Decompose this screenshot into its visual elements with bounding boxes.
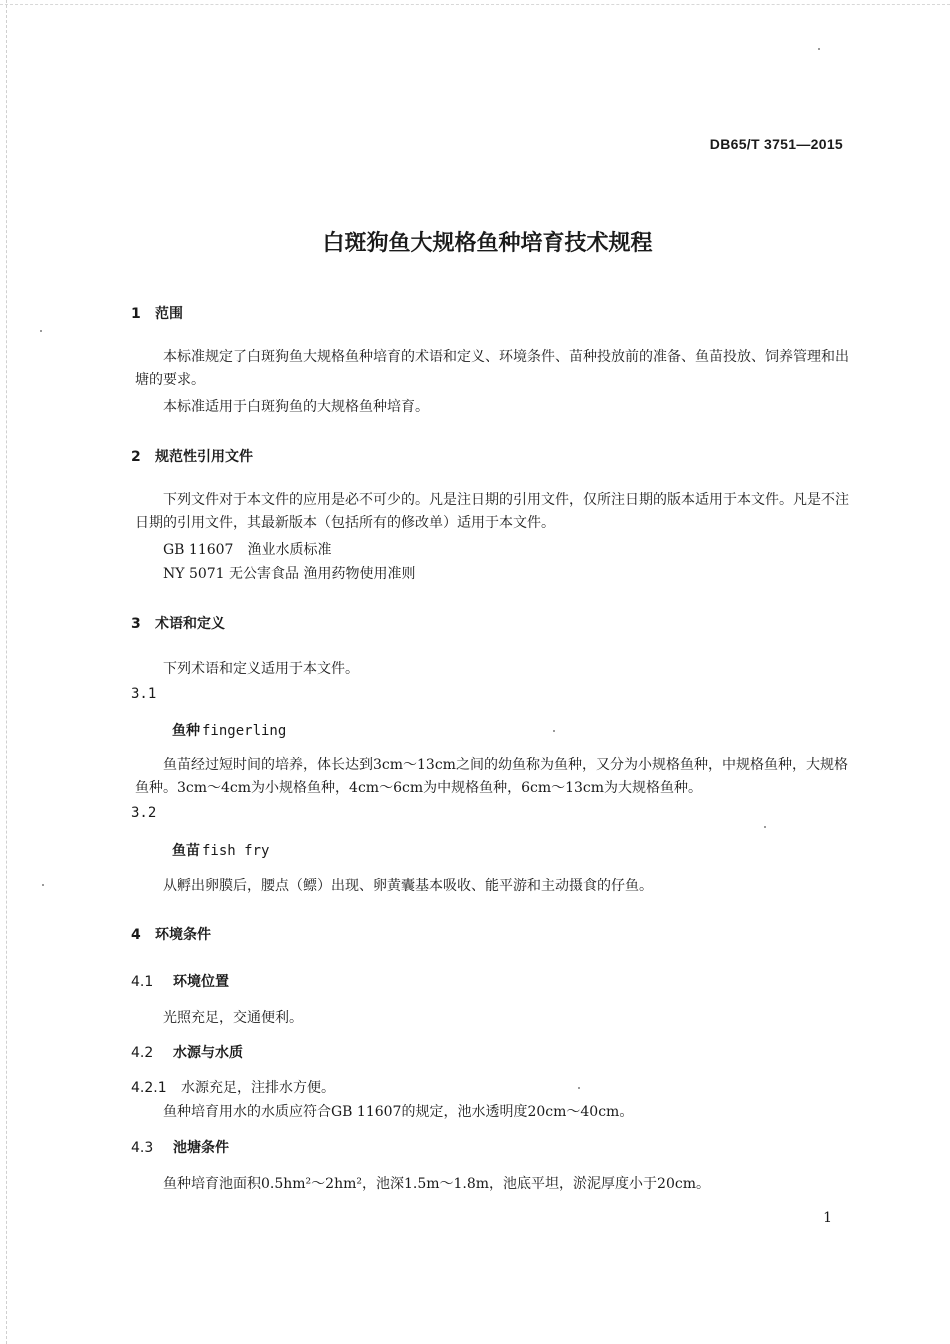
term-chinese: 鱼苗	[172, 843, 200, 859]
subsection-title: 池塘条件	[173, 1140, 229, 1156]
section-title: 范围	[155, 306, 183, 322]
paragraph: 光照充足，交通便利。	[163, 1010, 303, 1026]
subsection-title: 环境位置	[173, 974, 229, 990]
section-heading	[131, 613, 225, 633]
term-entry	[172, 720, 286, 740]
paragraph: 鱼种培育池面积0.5hm²～2hm²，池深1.5m～1.8m，池底平坦，淤泥厚度小于20cm。	[163, 1176, 710, 1192]
section-number: 1	[131, 306, 141, 322]
term-english: fingerling	[202, 723, 287, 739]
term-english: fish fry	[202, 843, 270, 859]
term-definition: 从孵出卵膜后，腰点（鳔）出现、卵黄囊基本吸收、能平游和主动摄食的仔鱼。	[163, 878, 653, 894]
subsection-heading	[131, 1042, 243, 1062]
subsection-title: 水源与水质	[173, 1045, 243, 1061]
scan-edge	[6, 0, 8, 1344]
subsection-heading	[131, 1137, 229, 1157]
section-heading	[131, 303, 183, 323]
subsection-heading	[131, 971, 229, 991]
scan-speck	[818, 48, 820, 50]
scan-edge	[0, 4, 950, 6]
standard-number: DB65/T 3751—2015	[709, 136, 843, 152]
paragraph: 下列术语和定义适用于本文件。	[163, 661, 359, 677]
scan-speck	[553, 730, 555, 732]
scan-speck	[40, 330, 42, 332]
scan-speck	[42, 884, 44, 886]
section-title: 规范性引用文件	[155, 449, 253, 465]
paragraph: 本标准适用于白斑狗鱼的大规格鱼种培育。	[163, 399, 429, 415]
clause-text: 水源充足，注排水方便。	[181, 1080, 335, 1096]
reference-item: NY 5071 无公害食品 渔用药物使用准则	[163, 566, 416, 582]
term-definition: 鱼苗经过短时间的培养，体长达到3cm～13cm之间的幼鱼称为鱼种，又分为小规格鱼种，中规格鱼种，大规格鱼种。3cm～4cm为小规格鱼种，4cm～6cm为中规格鱼种，6cm～13cm为大规格鱼种。	[135, 757, 848, 796]
section-heading	[131, 446, 253, 466]
paragraph: 本标准规定了白斑狗鱼大规格鱼种培育的术语和定义、环境条件、苗种投放前的准备、鱼苗投放、饲养管理和出塘的要求。	[135, 349, 849, 388]
clause-number: 4.2.1	[131, 1080, 167, 1096]
section-title: 环境条件	[155, 927, 211, 943]
scan-speck	[578, 1087, 580, 1089]
term-number: 3.2	[131, 805, 157, 821]
reference-item: GB 11607 渔业水质标准	[163, 542, 332, 558]
section-number: 4	[131, 927, 141, 943]
term-entry	[172, 840, 269, 860]
subsection-number: 4.3	[131, 1140, 154, 1156]
subsection-number: 4.2	[131, 1045, 154, 1061]
clause	[131, 1077, 335, 1097]
section-title: 术语和定义	[155, 616, 225, 632]
document-title: 白斑狗鱼大规格鱼种培育技术规程	[322, 231, 653, 256]
paragraph: 下列文件对于本文件的应用是必不可少的。凡是注日期的引用文件，仅所注日期的版本适用于本文件。凡是不注日期的引用文件，其最新版本（包括所有的修改单）适用于本文件。	[135, 492, 849, 531]
section-number: 2	[131, 449, 141, 465]
scan-speck	[764, 826, 766, 828]
term-chinese: 鱼种	[172, 723, 200, 739]
paragraph: 鱼种培育用水的水质应符合GB 11607的规定，池水透明度20cm～40cm。	[163, 1104, 634, 1120]
section-heading	[131, 924, 211, 944]
section-number: 3	[131, 616, 141, 632]
subsection-number: 4.1	[131, 974, 154, 990]
term-number: 3.1	[131, 686, 157, 702]
page-number: 1	[823, 1210, 832, 1226]
